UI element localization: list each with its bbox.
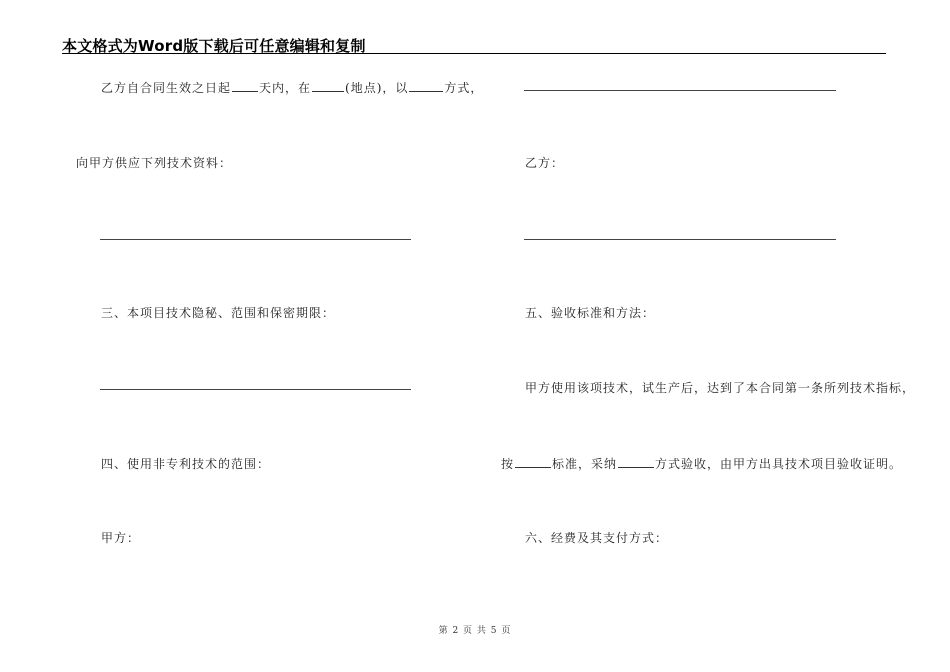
- acceptance-method-line: [501, 455, 902, 472]
- party-b-label: 乙方：: [525, 156, 565, 170]
- party-a-label: 甲方：: [101, 531, 141, 545]
- right-fill-line-2: [524, 239, 836, 240]
- right-fill-line-1: [524, 90, 836, 91]
- para1-text-c: (地点)，以: [345, 81, 409, 95]
- section-6-heading: 六、经费及其支付方式：: [525, 531, 669, 545]
- section-4-heading: 四、使用非专利技术的范围：: [101, 457, 271, 471]
- left-para-2: 向甲方供应下列技术资料：: [76, 156, 233, 170]
- left-para-1: [101, 79, 483, 96]
- section-3-heading: 三、本项目技术隐秘、范围和保密期限：: [101, 306, 336, 320]
- blank-standard: [515, 455, 551, 468]
- section-5-heading: 五、验收标准和方法：: [525, 306, 656, 320]
- blank-method: [409, 79, 443, 92]
- left-fill-line-2: [100, 389, 411, 390]
- blank-place: [312, 79, 344, 92]
- para1-text-b: 天内，在: [259, 81, 312, 95]
- accept-text-a: 按: [501, 457, 515, 471]
- document-header-title: 本文格式为Word版下载后可任意编辑和复制: [62, 37, 366, 55]
- header-divider: [62, 53, 886, 54]
- blank-accept-method: [618, 455, 654, 468]
- para1-text-a: 乙方自合同生效之日起: [101, 81, 232, 95]
- left-fill-line-1: [100, 239, 411, 240]
- accept-text-b: 标准，采纳: [552, 457, 618, 471]
- page-number-footer: 第 2 页 共 5 页: [438, 626, 512, 636]
- acceptance-text: 甲方使用该项技术，试生产后，达到了本合同第一条所列技术指标，: [525, 381, 916, 395]
- blank-days: [232, 79, 258, 92]
- para1-text-d: 方式，: [444, 81, 484, 95]
- accept-text-c: 方式验收，由甲方出具技术项目验收证明。: [655, 457, 903, 471]
